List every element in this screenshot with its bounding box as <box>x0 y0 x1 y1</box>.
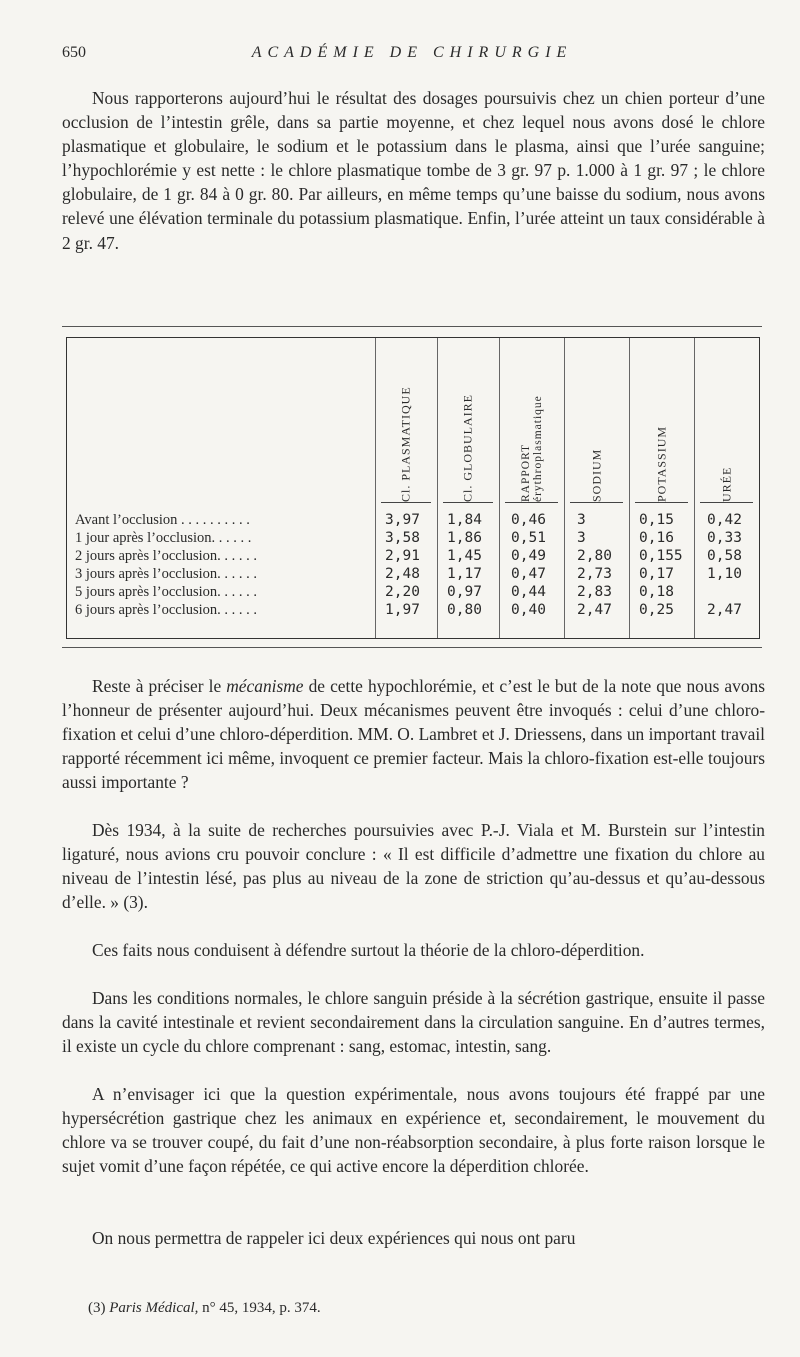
table-cell: 3,97 <box>385 512 420 528</box>
page-number: 650 <box>62 44 86 61</box>
column-divider <box>694 338 695 638</box>
table-cell: 1,17 <box>447 566 482 582</box>
table-cell: 2,73 <box>577 566 612 582</box>
results-table <box>62 326 762 648</box>
footnote-number: (3) <box>88 1300 110 1316</box>
paragraph-mecanisme <box>62 674 765 794</box>
table-cell: 2,83 <box>577 584 612 600</box>
table-cell: 1,84 <box>447 512 482 528</box>
table-cell: 0,42 <box>707 512 742 528</box>
table-cell: 2,20 <box>385 584 420 600</box>
emphasis-mecanisme: mécanisme <box>226 676 304 696</box>
table-cell: 2,80 <box>577 548 612 564</box>
paragraph-text: Reste à préciser le <box>92 676 227 696</box>
table-cell: 0,49 <box>511 548 546 564</box>
row-label: 5 jours après l’occlusion. . . . . . <box>75 584 258 600</box>
table-cell: 1,45 <box>447 548 482 564</box>
footnote-source: Paris Médical, <box>109 1300 199 1316</box>
header-rule <box>443 502 493 503</box>
table-cell: 0,25 <box>639 602 674 618</box>
footnote <box>88 1300 321 1317</box>
column-header-sodium: SODIUM <box>589 448 604 502</box>
column-header-cl-plasmatique: Cl. PLASMATIQUE <box>398 386 413 502</box>
row-label: 2 jours après l’occlusion. . . . . . <box>75 548 258 564</box>
row-label: 6 jours après l’occlusion. . . . . . <box>75 602 258 618</box>
paragraph-text: de cette hypochlorémie, et c’est le but de la note que nous avons l’honneur de présenter aujourd’hui. Deux mécanismes peuvent être invoqués : celui d’une chloro-fixation et celui d’une chloro-déperdition. MM. O. Lambret et J. Driessens, dans un important travail rapporté récemment ici même, invoquent ce premier facteur. Mais la chloro-fixation est-elle toujours aussi importante ? <box>62 676 765 793</box>
table-cell: 0,47 <box>511 566 546 582</box>
table-cell: 1,97 <box>385 602 420 618</box>
column-divider <box>437 338 438 638</box>
column-divider <box>375 338 376 638</box>
running-title: ACADÉMIE DE CHIRURGIE <box>251 44 573 61</box>
column-divider <box>629 338 630 638</box>
table-cell: 0,46 <box>511 512 546 528</box>
column-header-potassium: POTASSIUM <box>654 425 669 502</box>
paragraph-experiences: On nous permettra de rappeler ici deux expériences qui nous ont paru <box>92 1228 576 1248</box>
table-cell: 2,91 <box>385 548 420 564</box>
column-divider <box>499 338 500 638</box>
footnote-ref: n° 45, 1934, p. 374. <box>198 1300 321 1316</box>
paragraph-1934: Dès 1934, à la suite de recherches poursuivies avec P.-J. Viala et M. Burstein sur l’intestin ligaturé, nous avions cru pouvoir conclure : « Il est difficile d’admettre une fixation du chlore au niveau de l’intestin lésé, pas plus au niveau de la zone de striction qu’au-dessus et qu’au-dessous d’elle. » (3). <box>62 820 765 913</box>
table-cell: 0,17 <box>639 566 674 582</box>
table-cell: 0,16 <box>639 530 674 546</box>
header-rule <box>505 502 558 503</box>
table-cell: 0,40 <box>511 602 546 618</box>
page-header <box>62 44 762 68</box>
table-cell: 0,33 <box>707 530 742 546</box>
table-cell: 0,155 <box>639 548 683 564</box>
paragraph-intro: Nous rapporterons aujourd’hui le résultat des dosages poursuivis chez un chien porteur d’une occlusion de l’intestin grêle, dans sa partie moyenne, et chez lequel nous avons dosé le chlore plasmatique et globulaire, le sodium et le potassium dans le plasma, ainsi que l’urée sanguine; l’hypochlorémie y est nette : le chlore plasmatique tombe de 3 gr. 97 p. 1.000 à 1 gr. 97 ; le chlore globulaire, de 1 gr. 84 à 0 gr. 80. Par ailleurs, en même temps qu’une baisse du sodium, nous avons relevé une élévation terminale du potassium plasmatique. Enfin, l’urée atteint un taux considérable à 2 gr. 47. <box>62 88 765 253</box>
table-cell: 2,47 <box>577 602 612 618</box>
table-cell: 1,86 <box>447 530 482 546</box>
table-cell: 0,44 <box>511 584 546 600</box>
header-rule <box>570 502 623 503</box>
column-header-uree: URÉE <box>719 466 734 502</box>
header-rule <box>381 502 431 503</box>
table-cell: 3 <box>577 530 586 546</box>
table-cell: 0,18 <box>639 584 674 600</box>
table-cell: 0,51 <box>511 530 546 546</box>
table-cell: 3,58 <box>385 530 420 546</box>
row-label: 1 jour après l’occlusion. . . . . . <box>75 530 252 546</box>
table-cell: 3 <box>577 512 586 528</box>
table-cell: 1,10 <box>707 566 742 582</box>
results-table-frame <box>66 337 760 639</box>
column-divider <box>564 338 565 638</box>
header-rule <box>635 502 688 503</box>
paragraph-theorie: Ces faits nous conduisent à défendre surtout la théorie de la chloro-déperdition. <box>92 940 645 960</box>
paragraph-conditions: Dans les conditions normales, le chlore sanguin préside à la sécrétion gastrique, ensuite il passe dans la cavité intestinale et revient secondairement dans la circulation sanguine. En d’autres termes, il existe un cycle du chlore comprenant : sang, estomac, intestin, sang. <box>62 988 765 1057</box>
column-header-cl-globulaire: Cl. GLOBULAIRE <box>460 394 475 502</box>
row-label: 3 jours après l’occlusion. . . . . . <box>75 566 258 582</box>
paragraph-experimental: A n’envisager ici que la question expérimentale, nous avons toujours été frappé par une hypersécrétion gastrique chez les animaux en expérience et, secondairement, le mouvement du chlore va se trouver coupé, du fait d’une non-réabsorption secondaire, à plus forte raison lorsque le sujet vomit d’une façon répétée, ce qui active encore la déperdition chlorée. <box>62 1084 765 1177</box>
table-cell: 0,58 <box>707 548 742 564</box>
table-cell: 0,80 <box>447 602 482 618</box>
row-label: Avant l’occlusion . . . . . . . . . . <box>75 512 250 528</box>
table-cell: 0,15 <box>639 512 674 528</box>
table-cell: 0,97 <box>447 584 482 600</box>
table-cell: 2,47 <box>707 602 742 618</box>
header-rule <box>700 502 753 503</box>
column-header-rapport: RAPPORT érythroplasmatique <box>520 395 544 502</box>
table-cell: 2,48 <box>385 566 420 582</box>
